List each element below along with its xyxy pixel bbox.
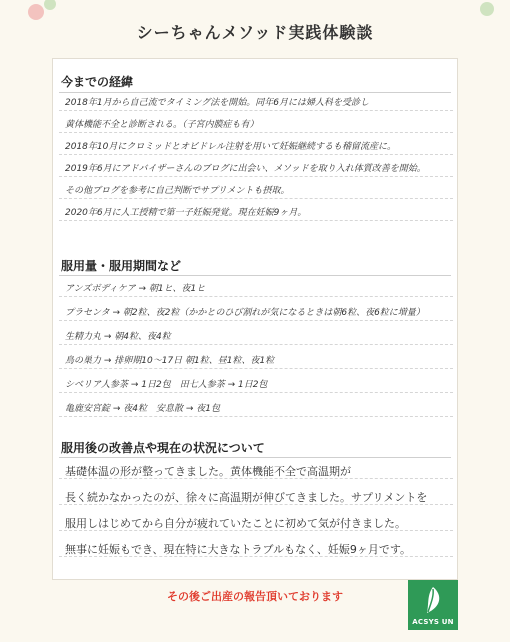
handwritten-line: 服用しはじめてから自分が疲れていたことに初めて気が付きました。 [59, 517, 453, 531]
handwritten-line: 2018年1月から自己流でタイミング法を開始。同年6月には婦人科を受診し [59, 97, 453, 111]
handwritten-line: 基礎体温の形が整ってきました。黄体機能不全で高温期が [59, 465, 453, 479]
birth-report-notice: その後ご出産の報告頂いております [167, 590, 343, 603]
handwritten-line: 2018年10月にクロミッドとオビドレル注射を用いて妊娠継続するも稽留流産に。 [59, 141, 453, 155]
leaf-icon [421, 585, 445, 615]
handwritten-line: 2019年6月にアドバイザーさんのブログに出会い、メソッドを取り入れ体質改善を開始。 [59, 163, 453, 177]
testimonial-card [52, 58, 458, 580]
handwritten-line: その他ブログを参考に自己判断でサプリメントも摂取。 [59, 185, 453, 199]
pink-petal-decoration [28, 4, 44, 20]
page-title: シーちゃんメソッド実践体験談 [136, 23, 374, 42]
handwritten-line: アンズボディケア → 朝1ヒ、夜1ヒ [59, 283, 453, 297]
handwritten-line: シベリア人参茶 → 1日2包 田七人参茶 → 1日2包 [59, 379, 453, 393]
section-heading-after: 服用後の改善点や現在の状況について [61, 441, 265, 455]
green-petal-decoration [44, 0, 56, 10]
handwritten-line: 長く続かなかったのが、徐々に高温期が伸びてきました。サプリメントを [59, 491, 453, 505]
green-petal-decoration-right [480, 2, 494, 16]
handwritten-line: 生精力丸 → 朝4粒、夜4粒 [59, 331, 453, 345]
handwritten-line: 無事に妊娠もでき、現在特に大きなトラブルもなく、妊娠9ヶ月です。 [59, 543, 453, 557]
handwritten-line: 黄体機能不全と診断される。（子宮内膜症も有） [59, 119, 453, 133]
handwritten-line: 2020年6月に人工授精で第一子妊娠発覚。現在妊娠9ヶ月。 [59, 207, 453, 221]
section-divider [59, 92, 451, 93]
logo-text: ACSYS UN [412, 618, 454, 626]
section-heading-dosage: 服用量・服用期間など [61, 259, 182, 273]
handwritten-line: プラセンタ → 朝2粒、夜2粒（かかとのひび割れが気になるときは朝6粒、夜6粒に増量） [59, 307, 453, 321]
handwritten-line: 亀鹿安宮錠 → 夜4粒 安息散 → 夜1包 [59, 403, 453, 417]
handwritten-line: 鳥の巣力 → 排卵期10〜17日 朝1粒、昼1粒、夜1粒 [59, 355, 453, 369]
acsys-logo [408, 580, 458, 630]
section-heading-history: 今までの経緯 [61, 75, 134, 89]
section-divider [59, 457, 451, 458]
section-divider [59, 275, 451, 276]
